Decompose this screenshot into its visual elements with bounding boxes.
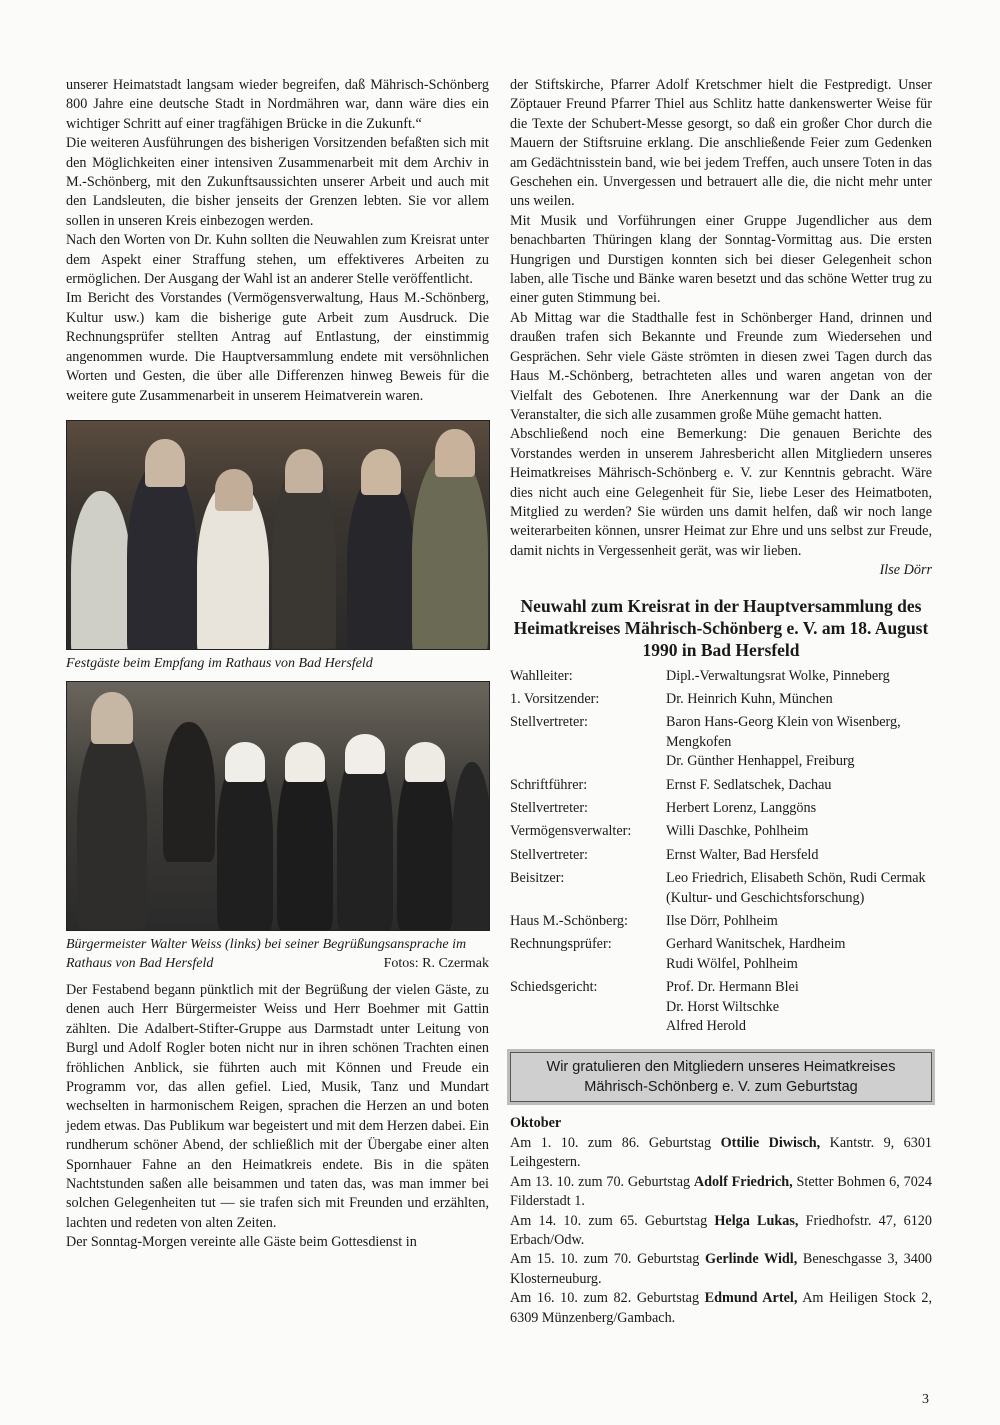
- board-names: [666, 846, 932, 869]
- board-role: Schiedsgericht:: [510, 979, 598, 996]
- board-role: Rechnungsprüfer:: [510, 936, 612, 953]
- board-role: 1. Vorsitzender:: [510, 690, 600, 707]
- paragraph: unserer Heimatstadt langsam wieder begreifen, daß Mährisch-Schönberg 800 Jahre eine deutsche Stadt in Nordmähren war, dann wäre dies ein wichtiger Schritt auf einer tragfähigen Brücke in die Zukunft.“: [66, 77, 489, 132]
- birthday-name: Ottilie Diwisch,: [720, 1134, 821, 1151]
- birthday-list: [510, 1134, 932, 1328]
- board-row: [510, 822, 932, 845]
- board-table: [510, 667, 932, 1041]
- paragraph: der Stiftskirche, Pfarrer Adolf Kretschmer hielt die Festpredigt. Unser Zöptauer Freund Pfarrer Thiel aus Schlitz hatte dankenswerter Weise für die Texte der Schubert-Messe gesorgt, so daß ein großer Chor durch die Mauern der Stiftsruine erklang. Die anschließende Feier zum Gedenken am Gedächtnisstein band, wie bei jedem Treffen, auch unsere Toten in das Geschehen ein. Unvergessen und betrauert alle die, die nicht mehr unter uns weilen.: [510, 77, 932, 210]
- birthday-address: Friedhofstr. 47, 6120 Erbach/Odw.: [510, 1212, 932, 1248]
- board-names: [666, 869, 932, 912]
- board-names: [666, 690, 932, 713]
- board-role: Vermögensverwalter:: [510, 823, 632, 840]
- caption-text: Bürgermeister Walter Weiss (links) bei seiner Begrüßungsansprache im Rathaus von Bad Hersfeld: [66, 936, 467, 971]
- board-name: Ilse Dörr, Pohlheim: [666, 913, 778, 930]
- board-name: Dr. Heinrich Kuhn, München: [666, 690, 833, 707]
- board-role: Wahlleiter:: [510, 667, 573, 684]
- board-row: [510, 935, 932, 978]
- birthday-entry: [510, 1173, 932, 1212]
- photo-reception: [66, 420, 490, 650]
- birthday-date: Am 13. 10. zum 70. Geburtstag: [510, 1173, 691, 1190]
- birthday-name: Helga Lukas,: [714, 1212, 799, 1229]
- birthday-entry: [510, 1289, 932, 1328]
- left-column: [66, 76, 489, 1253]
- paragraph: Ab Mittag war die Stadthalle fest in Schönberger Hand, drinnen und draußen trafen sich Bekannte und Freunde zum Wiedersehen und Gesprächen. Sehr viele Gäste strömten in diesen zwei Tagen durch das Haus M.-Schönberg, betrachteten alles und waren angetan von der Vielfalt des Gebotenen. Ihre Anerkennung war der Dank an die Veranstalter, die sich alle zusammen große Mühe gemacht hatten.: [510, 309, 932, 423]
- board-name: Baron Hans-Georg Klein von Wisenberg, Mengkofen: [666, 714, 901, 750]
- board-name: Ernst F. Sedlatschek, Dachau: [666, 776, 832, 793]
- board-name: Gerhard Wanitschek, Hardheim: [666, 936, 846, 953]
- birthday-date: Am 1. 10. zum 86. Geburtstag: [510, 1134, 712, 1151]
- board-role: Beisitzer:: [510, 870, 565, 887]
- birthday-address: Am Heiligen Stock 2, 6309 Münzenberg/Gambach.: [510, 1290, 933, 1326]
- board-row: [510, 846, 932, 869]
- birthday-name: Adolf Friedrich,: [693, 1173, 793, 1190]
- board-role: Haus M.-Schönberg:: [510, 913, 628, 930]
- paragraph: Mit Musik und Vorführungen einer Gruppe Jugendlicher aus dem benachbarten Thüringen klang der Sonntag-Vormittag aus. Die ersten Hungrigen und Durstigen konnten sich bei dieser Gelegenheit schon laben, alle Tische und Bänke waren besetzt und das schöne Wetter trug zu einer guten Stimmung bei.: [510, 212, 932, 307]
- board-names: [666, 935, 932, 978]
- board-role: Stellvertreter:: [510, 846, 588, 863]
- board-row: [510, 978, 932, 1040]
- birthday-address: Stetter Bohmen 6, 7024 Filderstadt 1.: [510, 1173, 932, 1210]
- paragraph: Der Festabend begann pünktlich mit der Begrüßung der vielen Gäste, zu denen auch Herr Bürgermeister Weiss und Herr Boehmer mit Gattin zählten. Die Adalbert-Stifter-Gruppe aus Darmstadt unter Leitung von Burgl und Adolf Rogler boten nicht nur in ihren schönen Trachten einen fröhlichen Anblick, sie führten auch mit Können und Freude ein Programm vor, das allen gefiel. Lied, Musik, Tanz und Mundart wechselten in harmonischem Reigen, sprachen die Herzen an und boten jedem etwas. Das Publikum war begeistert und mit dem Herzen dabei. Ein rundherum schöner Abend, der schließlich mit der Übergabe einer alten Spornhauer Fahne an den Heimatkreis endete. Bis in die späten Nachtstunden saßen alle beisammen und taten das, was man immer bei solchen Gelegenheiten tut — sie trafen sich mit Freunden und erzählten, lachten und redeten von alten Zeiten.: [66, 981, 489, 1231]
- birthday-name: Gerlinde Widl,: [705, 1251, 798, 1268]
- board-name: Dipl.-Verwaltungsrat Wolke, Pinneberg: [666, 667, 890, 684]
- board-name: Dr. Günther Henhappel, Freiburg: [666, 753, 855, 770]
- board-row: [510, 869, 932, 912]
- birthday-address: Beneschgasse 3, 3400 Klosterneuburg.: [510, 1251, 933, 1287]
- board-row: [510, 776, 932, 799]
- banner-line: Mährisch-Schönberg e. V. zum Geburtstag: [584, 1079, 858, 1096]
- birthday-entry: [510, 1212, 932, 1251]
- board-name: Ernst Walter, Bad Hersfeld: [666, 846, 819, 863]
- paragraph: Der Sonntag-Morgen vereinte alle Gäste beim Gottesdienst in: [66, 1234, 417, 1251]
- board-names: [666, 667, 932, 690]
- board-row: [510, 690, 932, 713]
- board-name: Dr. Horst Wiltschke: [666, 998, 780, 1015]
- board-names: [666, 799, 932, 822]
- month-heading: Oktober: [510, 1115, 562, 1132]
- paragraph: Nach den Worten von Dr. Kuhn sollten die Neuwahlen zum Kreisrat unter dem Aspekt einer Straffung stehen, um effektiveres Arbeiten zu ermöglichen. Der Ausgang der Wahl ist an anderer Stelle veröffentlicht.: [66, 232, 489, 288]
- board-names: [666, 713, 932, 775]
- paragraph: Die weiteren Ausführungen des bisherigen Vorsitzenden befaßten sich mit den Möglichkeiten einer intensiven Zusammenarbeit mit dem Archiv in M.-Schönberg, mit den Zukunftsaussichten unserer Arbeit und auch mit den Landsleuten, die bisher jenseits der Grenzen lebten. Sie vor allem sollen in unseren Kreis einbezogen werden.: [66, 135, 489, 229]
- page-number: 3: [922, 1392, 929, 1407]
- board-names: [666, 912, 932, 935]
- board-role: Schriftführer:: [510, 776, 588, 793]
- board-name: Alfred Herold: [666, 1018, 746, 1035]
- board-name: Herbert Lorenz, Langgöns: [666, 800, 817, 816]
- birthday-congrats-banner: [510, 1052, 932, 1102]
- birthday-date: Am 16. 10. zum 82. Geburtstag: [510, 1290, 700, 1307]
- board-role: Stellvertreter:: [510, 714, 588, 731]
- photo-caption: [66, 935, 489, 973]
- board-row: [510, 667, 932, 690]
- board-names: [666, 978, 932, 1040]
- paragraph: Abschließend noch eine Bemerkung: Die genauen Berichte des Vorstandes werden in unserem Jahresbericht allen Mitgliedern unseres Heimatkreises Mährisch-Schönberg e. V. zur Kenntnis gebracht. Wäre dies nicht auch eine Gelegenheit für Sie, liebe Leser des Heimatboten, Mitglied zu werden? Sie würden uns damit helfen, daß wir noch lange weiterarbeiten können, unsrer Heimat zur Ehre und uns selbst zur Freude, damit nichts in Vergessenheit gerät, was wir lieben.: [510, 426, 932, 559]
- right-column: [510, 76, 932, 1328]
- board-name: Willi Daschke, Pohlheim: [666, 823, 809, 840]
- birthday-entry: [510, 1134, 932, 1173]
- board-row: [510, 912, 932, 935]
- photo-caption: Festgäste beim Empfang im Rathaus von Bad Hersfeld: [66, 655, 373, 671]
- photo-welcome-speech: [66, 681, 490, 931]
- board-row: [510, 799, 932, 822]
- author-signature: Ilse Dörr: [879, 562, 932, 579]
- board-name: Prof. Dr. Hermann Blei: [666, 979, 799, 996]
- board-name: Rudi Wölfel, Pohlheim: [666, 955, 798, 972]
- birthday-address: Kantstr. 9, 6301 Leihgestern.: [510, 1134, 933, 1171]
- birthday-name: Edmund Artel,: [704, 1290, 798, 1307]
- board-names: [666, 822, 932, 845]
- board-row: [510, 713, 932, 775]
- election-heading: Neuwahl zum Kreisrat in der Hauptversammlung des Heimatkreises Mährisch-Schönberg e. V. am 18. August 1990 in Bad Hersfeld: [513, 595, 929, 660]
- board-role: Stellvertreter:: [510, 800, 588, 816]
- board-name: Leo Friedrich, Elisabeth Schön, Rudi Cermak (Kultur- und Geschichtsforschung): [666, 870, 926, 906]
- birthday-date: Am 15. 10. zum 70. Geburtstag: [510, 1251, 700, 1268]
- birthday-date: Am 14. 10. zum 65. Geburtstag: [510, 1212, 708, 1229]
- photo-credit: Fotos: R. Czermak: [383, 955, 489, 971]
- banner-line: Wir gratulieren den Mitgliedern unseres Heimatkreises: [546, 1059, 896, 1076]
- birthday-entry: [510, 1250, 932, 1289]
- board-names: [666, 776, 932, 799]
- paragraph: Im Bericht des Vorstandes (Vermögensverwaltung, Haus M.-Schönberg, Kultur usw.) kam die bisherige gute Arbeit zum Ausdruck. Die Rechnungsprüfer stellten Antrag auf Entlastung, der einstimmig angenommen wurde. Die Hauptversammlung endete mit versöhnlichen Worten und Gesten, die über alle Differenzen hinweg Beweis für die weitere gute Zusammenarbeit in unserem Heimatverein waren.: [66, 290, 489, 404]
